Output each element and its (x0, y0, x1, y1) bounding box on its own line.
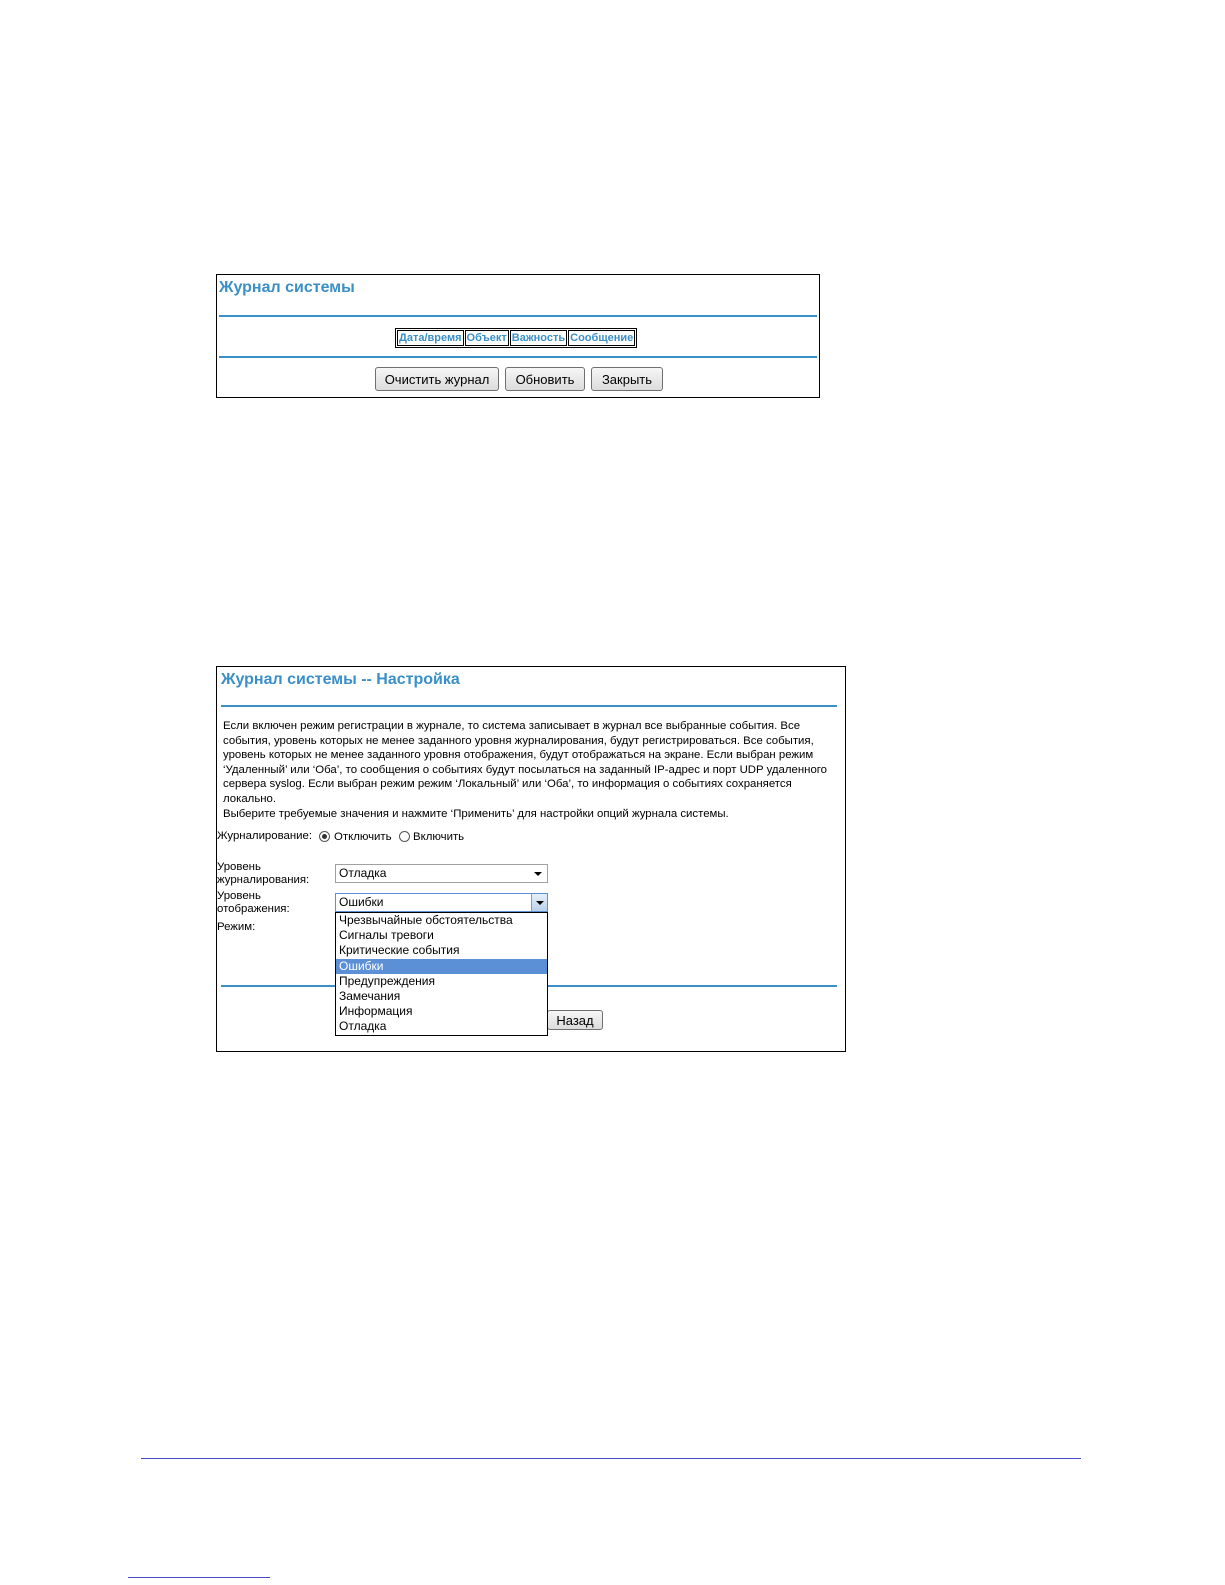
log-level-select[interactable] (335, 864, 548, 883)
column-message: Сообщение (570, 332, 634, 344)
log-table (395, 328, 637, 348)
instruction-text: Выберите требуемые значения и нажмите ‘Применить’ для настройки опций журнала системы. (223, 808, 729, 820)
log-table-header (397, 330, 635, 346)
column-severity: Важность (511, 332, 566, 344)
footer-divider (141, 1458, 1081, 1459)
logging-on-radio[interactable] (399, 831, 410, 842)
chevron-down-icon (534, 872, 542, 876)
log-panel-title: Журнал системы (219, 279, 355, 296)
footer-divider-short (128, 1577, 270, 1578)
display-level-value: Ошибки (339, 895, 384, 909)
divider (219, 356, 817, 358)
close-button[interactable]: Закрыть (591, 367, 663, 391)
log-level-label: Уровень журналирования: (217, 861, 310, 886)
column-datetime: Дата/время (399, 332, 462, 344)
logging-on-label[interactable]: Включить (413, 831, 465, 843)
description-text: Если включен режим регистрации в журнале, то система записывает в журнал все выбранные события. Все события, уровень которых не менее заданного уровня журналирования, будут регистрироваться. Все события, уровень которых не менее заданного уровня отображения, будут отображаться на экране. Если выбран режим ‘Удаленный’ или ‘Оба’, то сообщения о событиях будут посылаться на заданный IP-адрес и порт UDP удаленного сервера syslog. Если выбран режим режим ‘Локальный’ или ‘Оба’, то информация о событиях сохраняется локально. (223, 720, 828, 805)
dropdown-button[interactable] (531, 894, 547, 911)
dropdown-option[interactable]: Отладка (339, 1019, 387, 1034)
divider (221, 705, 837, 707)
chevron-down-icon (536, 901, 544, 905)
clear-log-button[interactable]: Очистить журнал (375, 367, 499, 391)
back-button[interactable]: Назад (547, 1010, 603, 1030)
refresh-button[interactable]: Обновить (505, 367, 585, 391)
mode-label: Режим: (217, 921, 256, 933)
dropdown-option[interactable]: Информация (339, 1004, 413, 1019)
logging-off-radio[interactable] (319, 831, 330, 842)
system-log-settings-panel (216, 666, 846, 1052)
settings-panel-title: Журнал системы -- Настройка (221, 671, 460, 688)
dropdown-option[interactable]: Критические события (339, 943, 460, 958)
dropdown-option[interactable]: Ошибки (336, 959, 547, 974)
dropdown-option[interactable]: Чрезвычайные обстоятельства (339, 913, 513, 927)
dropdown-option[interactable]: Сигналы тревоги (339, 928, 434, 943)
dropdown-option[interactable]: Замечания (339, 988, 401, 1003)
column-object: Объект (466, 332, 507, 344)
logging-off-label[interactable]: Отключить (334, 831, 392, 843)
dropdown-option[interactable]: Предупреждения (339, 973, 435, 988)
log-level-value: Отладка (339, 866, 387, 880)
display-level-select[interactable] (335, 893, 548, 912)
display-level-label: Уровень отображения: (217, 890, 290, 915)
system-log-panel (216, 274, 820, 398)
divider (219, 315, 817, 317)
logging-label: Журналирование: (217, 830, 313, 842)
display-level-dropdown-list[interactable] (335, 912, 548, 1036)
